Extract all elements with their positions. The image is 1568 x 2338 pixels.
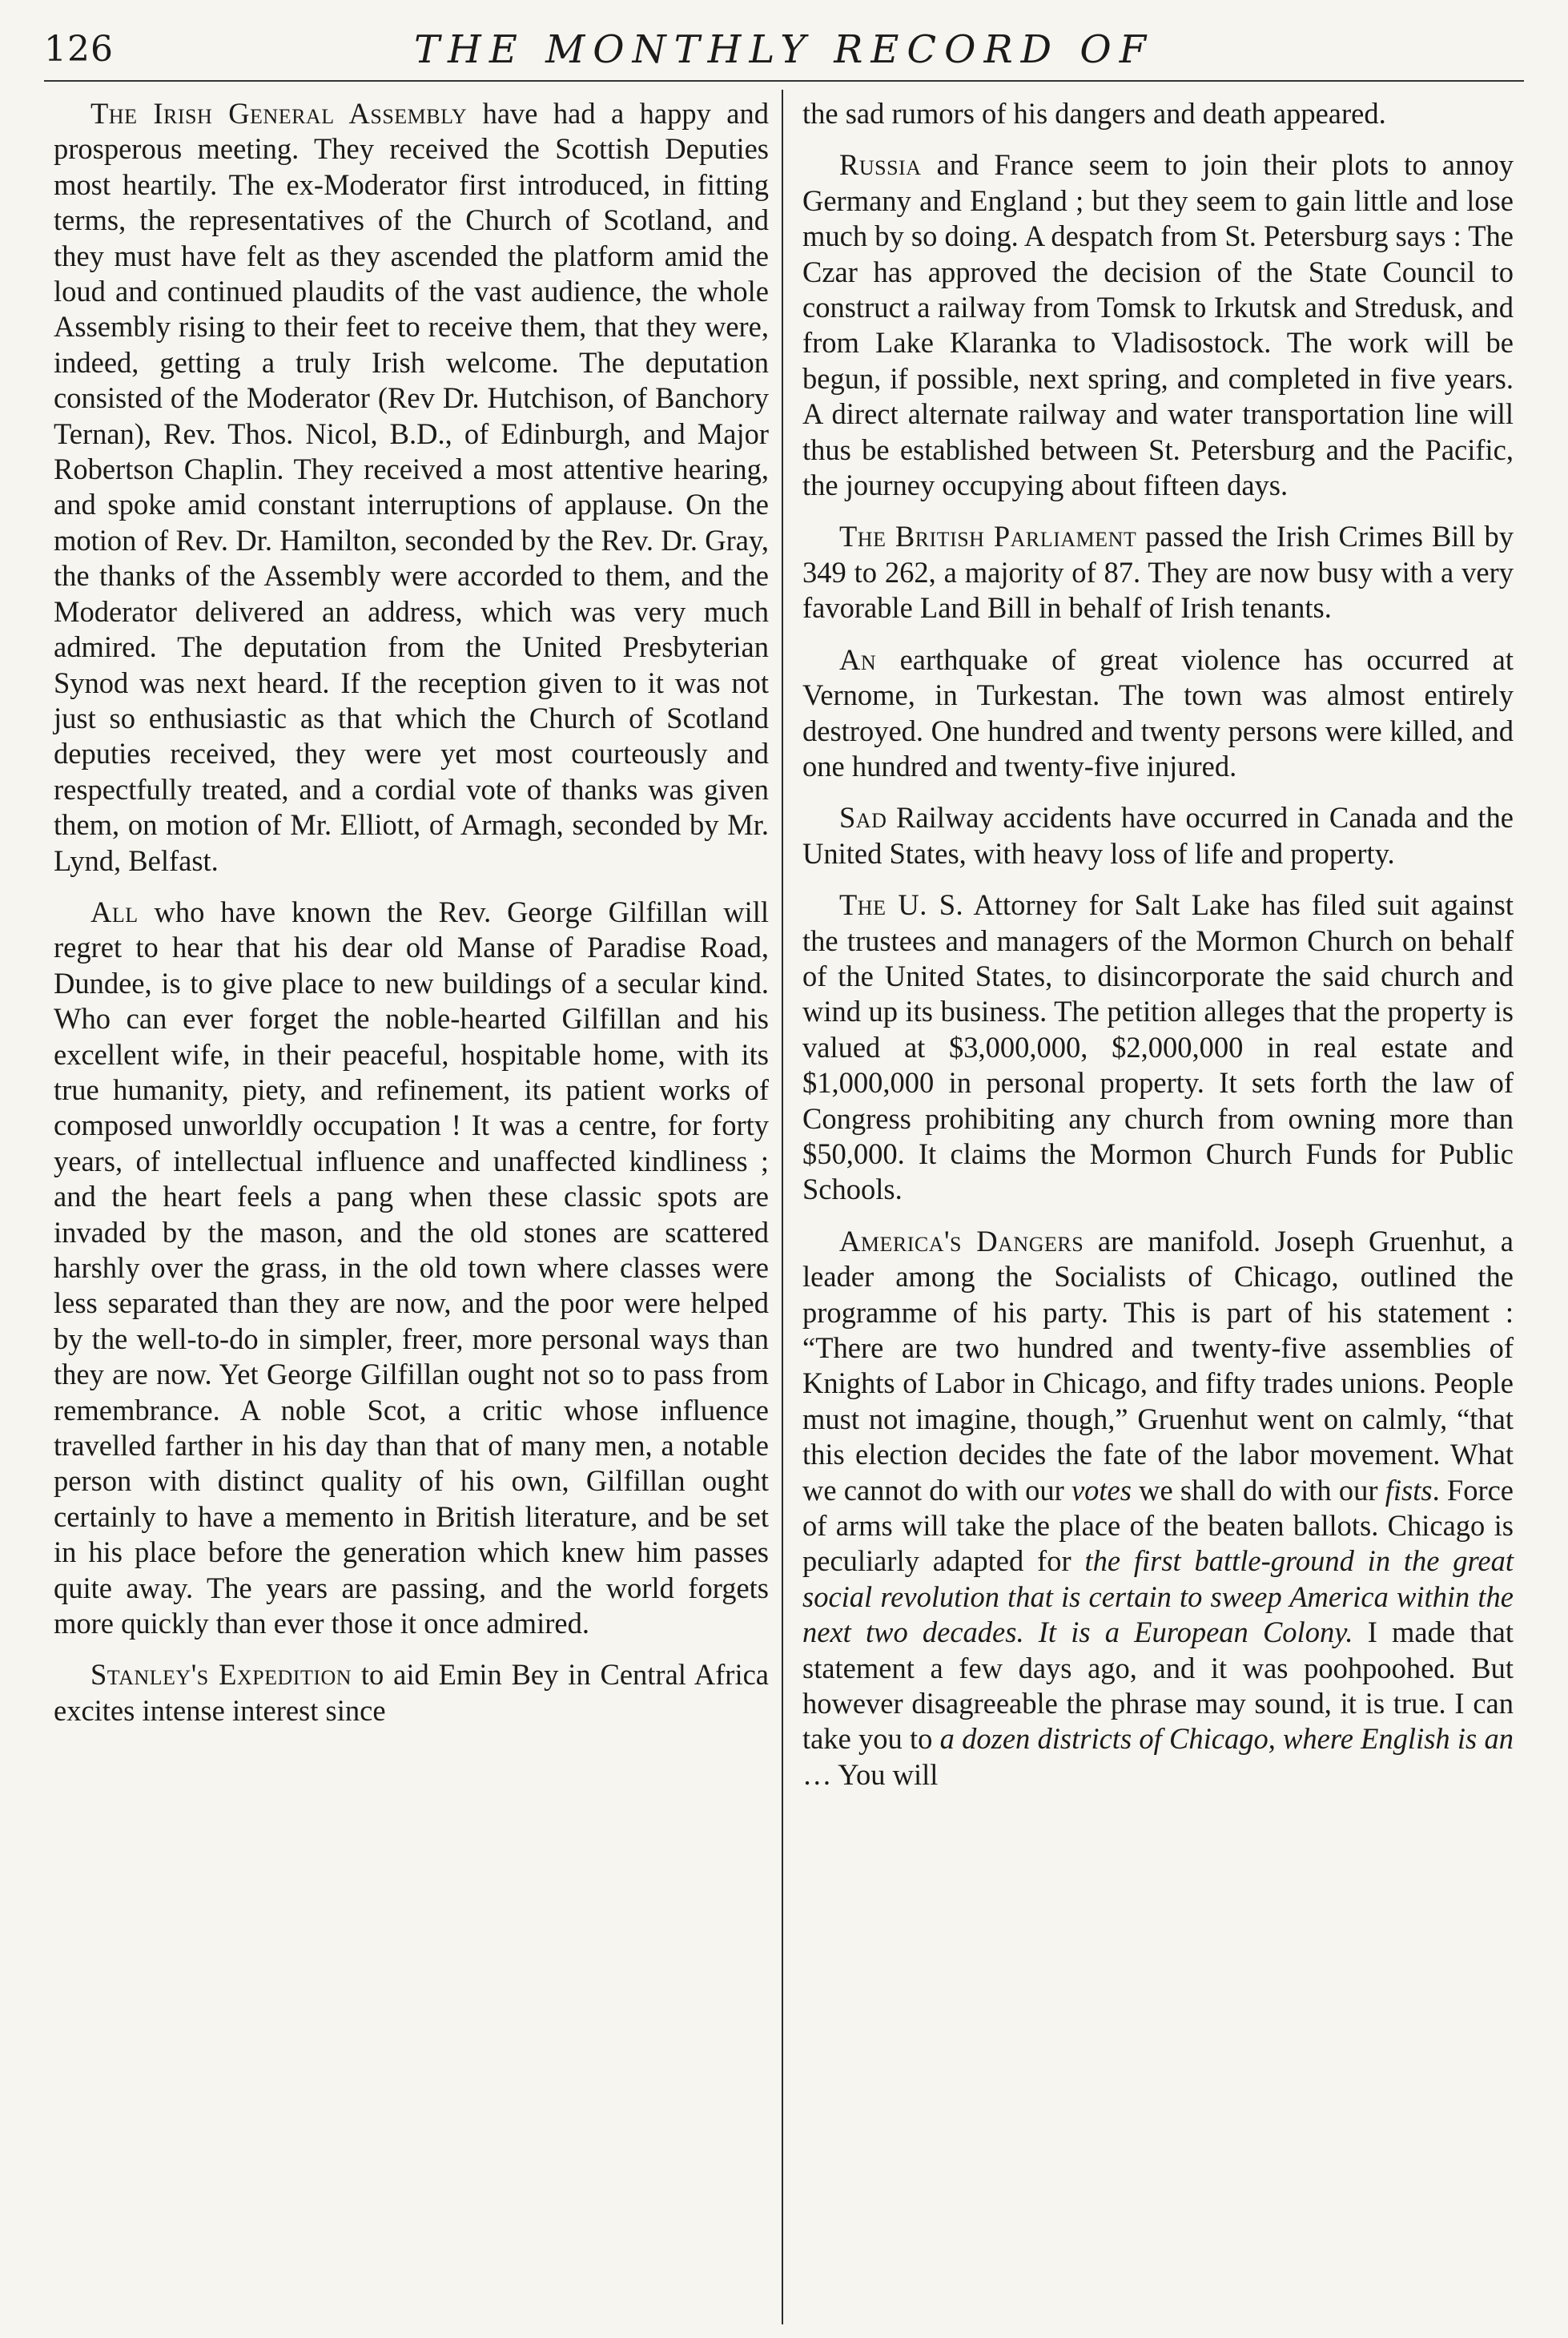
article-emphasis: a dozen districts of Chicago, where English is an: [939, 1722, 1514, 1756]
article-stanley-continued: [802, 96, 1514, 131]
article-text: Railway accidents have occurred in Canada and the United States, with heavy loss of life and property.: [802, 801, 1514, 870]
header-rule: [44, 80, 1524, 82]
article-emphasis: the first battle-ground in the great social revolution that is certain to sweep America within the next two decades. It is a European Colony.: [802, 1544, 1514, 1649]
article-text: passed the Irish Crimes Bill by 349 to 262, a majority of 87. They are now busy with a very favorable Land Bill in behalf of Irish tenants.: [802, 520, 1514, 625]
left-column: [54, 96, 769, 1728]
page-header: [44, 24, 1524, 80]
page-number: 126: [44, 29, 114, 70]
article-lead: The Irish General Assembly: [90, 97, 468, 130]
running-title: THE MONTHLY RECORD OF: [413, 27, 1155, 72]
article-mormon-church: [802, 887, 1514, 1208]
article-emphasis: fists: [1385, 1473, 1433, 1507]
article-lead: America's Dangers: [839, 1224, 1084, 1258]
article-text: to aid Emin Bey in Central Africa excites intense interest since: [54, 1658, 769, 1727]
right-column: [802, 96, 1514, 1793]
article-text: Attorney for Salt Lake has filed suit against the trustees and managers of the Mormon Church on behalf of the United States, to disincorporate the said church and wind up its business. The petition alleges that the property is valued at $3,000,000, $2,000,000 in real estate and $1,000,000 in personal property. It sets forth the law of Congress prohibiting any church from owning more than $50,000. It claims the Mormon Church Funds for Public Schools.: [802, 888, 1514, 1206]
article-russia: [802, 147, 1514, 503]
article-gilfillan: [54, 895, 769, 1642]
article-railway-accidents: [802, 800, 1514, 871]
article-lead: Russia: [839, 148, 922, 182]
article-text: and France seem to join their plots to annoy Germany and England ; but they seem to gain little and lose much by so doing. A despatch from St. Petersburg says : The Czar has approved the decision of the State Council to construct a railway from Tomsk to Irkutsk and Stredusk, and from Lake Klaranka to Vladisostock. The work will be begun, if possible, next spring, and completed in five years. A direct alternate railway and water transportation line will thus be established between St. Petersburg and the Pacific, the journey occupying about fifteen days.: [802, 148, 1514, 502]
article-lead: The U. S.: [839, 888, 964, 922]
article-lead: All: [90, 895, 139, 928]
article-text: the sad rumors of his dangers and death appeared.: [802, 97, 1386, 130]
article-text: … You will: [802, 1757, 939, 1791]
article-emphasis: votes: [1071, 1473, 1132, 1507]
article-americas-dangers: [802, 1224, 1514, 1793]
article-lead: An: [839, 642, 877, 676]
article-earthquake: [802, 642, 1514, 785]
article-text: have had a happy and prosperous meeting. They received the Scottish Deputies most heartily. The ex-Moderator first introduced, in fitting terms, the representatives of the Church of Scotland, and they must have felt as they ascended the platform amid the loud and continued plaudits of the vast audience, the whole Assembly rising to their feet to receive them, that they were, indeed, getting a truly Irish welcome. The deputation consisted of the Moderator (Rev Dr. Hutchison, of Banchory Ternan), Rev. Thos. Nicol, B.D., of Edinburgh, and Major Robertson Chaplin. They received a most attentive hearing, and spoke amid constant interruptions of applause. On the motion of Rev. Dr. Hamilton, seconded by the Rev. Dr. Gray, the thanks of the Assembly were accorded to them, and the Moderator delivered an address, which was very much admired. The deputation from the United Presbyterian Synod was next heard. If the reception given to it was not just so enthusiastic as that which the Church of Scotland deputies received, they were yet most courteously and respectfully treated, and a cordial vote of thanks was given them, on motion of Mr. Elliott, of Armagh, seconded by Mr. Lynd, Belfast.: [54, 97, 769, 877]
article-lead: Stanley's Expedition: [90, 1658, 352, 1692]
article-text: are manifold. Joseph Gruenhut, a leader among the Socialists of Chicago, outlined the programme of his party. This is part of his statement : “There are two hundred and twenty-five assemblies of Knights of Labor in Chicago, and fifty trades unions. People must not imagine, though,” Gruenhut went on calmly, “that this election decides the fate of the labor movement. What we cannot do with our: [802, 1224, 1514, 1507]
article-stanley: [54, 1657, 769, 1728]
article-text: . Force of arms will take the place of the beaten ballots. Chicago is peculiarly adapted for: [802, 1473, 1514, 1578]
column-divider: [782, 90, 783, 2324]
article-text: earthquake of great violence has occurred at Vernome, in Turkestan. The town was almost entirely destroyed. One hundred and twenty persons were killed, and one hundred and twenty-five injured.: [802, 642, 1514, 783]
article-text: we shall do with our: [1131, 1473, 1385, 1507]
article-lead: Sad: [839, 801, 887, 835]
article-irish-assembly: [54, 96, 769, 879]
article-british-parliament: [802, 519, 1514, 626]
article-text: who have known the Rev. George Gilfillan will regret to hear that his dear old Manse of Paradise Road, Dundee, is to give place to new buildings of a secular kind. Who can ever forget the noble-hearted Gilfillan and his excellent wife, in their peaceful, hospitable home, with its true humanity, piety, and refinement, its patient works of composed unworldly occupation ! It was a centre, for forty years, of intellectual influence and unaffected kindliness ; and the heart feels a pang when these classic spots are invaded by the mason, and the old stones are scattered harshly over the grass, in the old town where classes were less separated than they are now, and the poor were helped by the well-to-do in simpler, freer, more personal ways than they are now. Yet George Gilfillan ought not so to pass from remembrance. A noble Scot, a critic whose influence travelled farther in his day than that of many men, a notable person with distinct quality of his own, Gilfillan ought certainly to have a memento in British literature, and be set in his place before the generation which knew him passes quite away. The years are passing, and the world forgets more quickly than ever those it once admired.: [54, 895, 769, 1640]
article-lead: The British Parliament: [839, 520, 1137, 553]
article-text: I made that statement a few days ago, and it was poohpoohed. But however disagreeable the phrase may sound, it is true. I can take you to: [802, 1616, 1514, 1756]
